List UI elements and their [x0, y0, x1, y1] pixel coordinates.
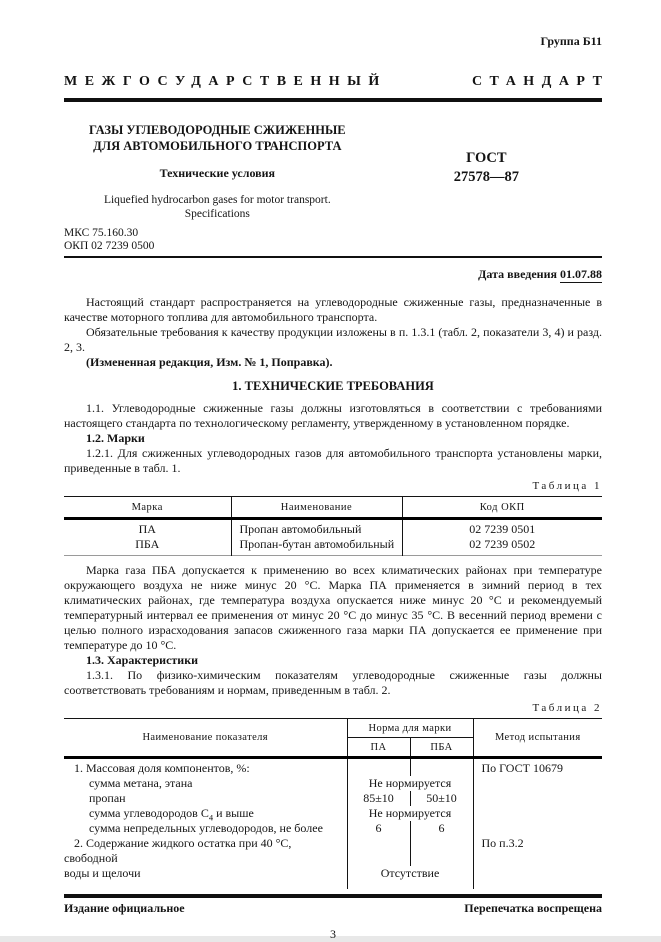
indicator-name: воды и щелочи: [64, 866, 141, 880]
title-ru-line1: ГАЗЫ УГЛЕВОДОРОДНЫЕ СЖИЖЕННЫЕ: [89, 123, 346, 137]
norm-pba: [410, 836, 473, 866]
table1-cell-name: Пропан-бутан автомобильный: [231, 537, 402, 556]
table2-row-c4-hydrocarbons: [64, 806, 602, 821]
heading-1-3: 1.3. Характеристики: [86, 653, 199, 667]
table2-row-methane-ethane: [64, 776, 602, 791]
norm-pba: [410, 758, 473, 777]
test-method: По п.3.2: [481, 836, 524, 850]
heading-1-2: 1.2. Марки: [86, 431, 145, 445]
test-method: [473, 806, 602, 821]
indicator-name: сумма метана, этана: [89, 776, 193, 790]
effective-date: [64, 267, 602, 282]
norm-span: Не нормируется: [347, 776, 473, 791]
table1-cell-okp: 02 7239 0501: [402, 519, 602, 538]
intro-paragraphs: [64, 295, 602, 370]
test-method: [473, 866, 602, 889]
section-1-heading: 1. ТЕХНИЧЕСКИЕ ТРЕБОВАНИЯ: [232, 379, 434, 393]
table2-row-components: [64, 758, 602, 777]
norm-pa: [347, 836, 410, 866]
indicator-name: пропан: [89, 791, 126, 805]
table1-row-pa: [64, 519, 602, 538]
title-en-line2: Specifications: [184, 207, 250, 220]
norm-pba: 50±10: [410, 791, 473, 806]
reprint-note: Перепечатка воспрещена: [464, 901, 602, 915]
standard-banner: [64, 73, 610, 91]
table1-header-naimenovanie: Наименование: [231, 497, 402, 519]
table2-row-liquid-residue-wrap: [64, 866, 602, 889]
paragraph-1-3-1: 1.3.1. По физико-химическим показателям углеводородные сжиженные газы должны соответствовать требованиям и нормам, приведенным в табл. 2.: [64, 668, 602, 697]
norm-span: Не нормируется: [347, 806, 473, 821]
table2-header-norm: Норма для марки: [347, 719, 473, 738]
indicator-name: сумма непредельных углеводородов, не более: [89, 821, 323, 835]
norm-pba: 6: [410, 821, 473, 836]
title-block: [64, 122, 602, 221]
test-method: [473, 776, 602, 791]
table1-row-pba: [64, 537, 602, 556]
table2-header-pa: ПА: [347, 738, 410, 758]
norm-span: Отсутствие: [347, 866, 473, 889]
mks-code: МКС 75.160.30: [64, 227, 139, 239]
table2-caption: Таблица 2: [532, 702, 602, 714]
banner-word-2: СТАНДАРТ: [471, 74, 610, 89]
paragraph-1-1: 1.1. Углеводородные сжиженные газы должны изготовляться в соответствии с требованиями настоящего стандарта по технологическому регламенту, утвержденному в установленном порядке.: [64, 401, 602, 430]
okp-code: ОКП 02 7239 0500: [64, 240, 155, 252]
table1-header-okp: Код ОКП: [402, 497, 602, 519]
test-method: [473, 791, 602, 806]
table1-cell-marka: ПА: [138, 522, 156, 536]
indicator-name: 1. Массовая доля компонентов, %:: [74, 761, 250, 775]
indicator-name: 2. Содержание жидкого остатка при 40 °С, свободной: [64, 836, 292, 865]
group-label: Группа Б11: [540, 34, 602, 48]
page-number: 3: [330, 927, 336, 941]
table2-header-row-1: [64, 719, 602, 738]
footer: [64, 901, 602, 916]
intro-paragraph-1: Настоящий стандарт распространяется на углеводородные сжиженные газы, предназначенные в качестве моторного топлива для автомобильного транспорта.: [64, 295, 602, 324]
gost-number: 27578—87: [453, 169, 519, 185]
table2-header-name: Наименование показателя: [64, 719, 347, 758]
table2-header-method: Метод испытания: [473, 719, 602, 758]
effective-date-value: 01.07.88: [560, 267, 602, 281]
table1-header-marka: Марка: [64, 497, 231, 519]
table2-characteristics: [64, 718, 602, 889]
test-method: По ГОСТ 10679: [481, 761, 563, 775]
title-en-line1: Liquefied hydrocarbon gases for motor transport.: [103, 194, 331, 206]
table2-header-pba: ПБА: [410, 738, 473, 758]
intro-amendment-note: (Измененная редакция, Изм. № 1, Поправка).: [86, 355, 333, 369]
intro-paragraph-2: Обязательные требования к качеству продукции изложены в п. 1.3.1 (табл. 2, показатели 3, 4) и разд. 2, 3.: [64, 325, 602, 354]
table1-marks: [64, 496, 602, 556]
norm-pa: 6: [347, 821, 410, 836]
document-title: [64, 122, 371, 221]
norm-pa: 85±10: [347, 791, 410, 806]
table2-row-liquid-residue: [64, 836, 602, 866]
banner-rule: [64, 98, 602, 102]
classification-codes: [64, 227, 602, 253]
footer-rule: [64, 894, 602, 898]
paragraph-1-2-1: 1.2.1. Для сжиженных углеводородных газов для автомобильного транспорта установлены марки, приведенные в табл. 1.: [64, 446, 602, 475]
table1-cell-name: Пропан автомобильный: [231, 519, 402, 538]
codes-rule: [64, 256, 602, 258]
paragraph-climate: Марка газа ПБА допускается к применению во всех климатических районах при температуре окружающего воздуха не ниже минус 20 °С. Марка ПА применяется в зимний период в тех климатических районах, где температура воздуха опускается ниже минус 20 °С и рекомендуемый температурный интервал ее применения от минус 20 °С до минус 35 °С. В весенний период времени с целью полного израсходования запасов сжиженного газа марки ПА допускается ее применение при температуре до 10 °С.: [64, 563, 602, 652]
table1-header-row: [64, 497, 602, 519]
table1-caption: Таблица 1: [532, 480, 602, 492]
norm-pa: [347, 758, 410, 777]
table1-cell-marka: ПБА: [135, 537, 160, 551]
gost-label: ГОСТ: [466, 150, 507, 166]
title-english: [64, 194, 371, 221]
subscript-4: 4: [208, 812, 214, 823]
indicator-name: сумма углеводородов $С_4$ и выше: [89, 806, 254, 823]
gost-designation: [371, 122, 602, 221]
title-ru-line2: ДЛЯ АВТОМОБИЛЬНОГО ТРАНСПОРТА: [93, 139, 342, 153]
effective-date-label: Дата введения: [478, 267, 557, 281]
test-method: [473, 821, 602, 836]
table1-cell-okp: 02 7239 0502: [402, 537, 602, 556]
title-subtitle: Технические условия: [159, 166, 276, 180]
table2-row-unsaturated: [64, 821, 602, 836]
banner-word-1: МЕЖГОСУДАРСТВЕННЫЙ: [64, 74, 387, 89]
table2-row-propane: [64, 791, 602, 806]
edition-note: Издание официальное: [64, 901, 185, 915]
